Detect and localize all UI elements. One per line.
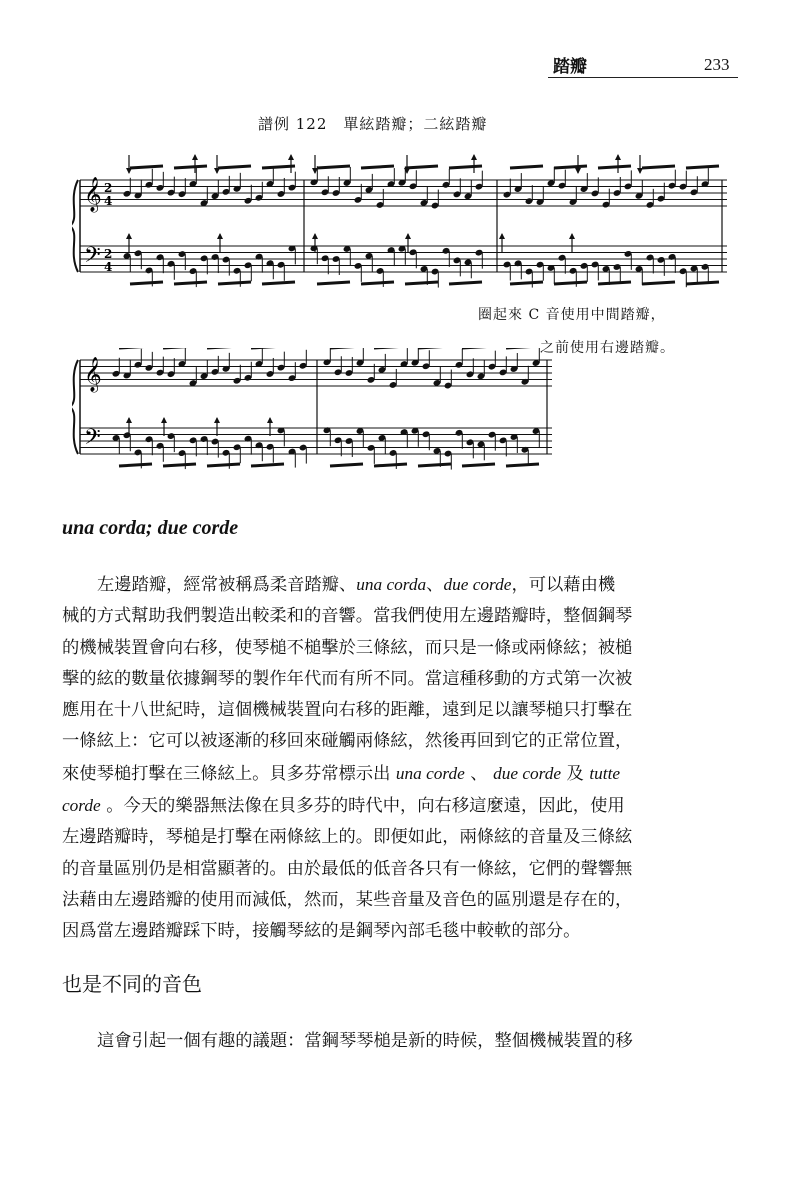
running-header-title: 踏瓣 — [553, 57, 587, 77]
pedal-up-arrow-icon — [217, 233, 223, 252]
italic-term: una corda — [356, 575, 427, 594]
pedal-up-arrow-icon — [615, 154, 621, 173]
header-rule — [548, 77, 738, 78]
italic-term: corde — [62, 796, 101, 816]
text-segment: 及 — [561, 763, 590, 784]
text-line — [62, 601, 738, 632]
text-line — [62, 790, 738, 822]
example-caption: 譜例 122 單絃踏瓣；二絃踏瓣 — [258, 115, 488, 133]
pedal-up-arrow-icon — [471, 154, 477, 173]
section-heading-timbre: 也是不同的音色 — [62, 972, 202, 996]
brace — [72, 360, 78, 454]
text-line — [62, 633, 738, 664]
music-score-system-1 — [72, 150, 732, 308]
text-segment: 的機械裝置會向右移，使琴槌不槌擊於三條絃，而只是一條或兩條絃；被槌 — [62, 637, 633, 658]
pedal-up-arrow-icon — [288, 154, 294, 173]
text-line — [62, 664, 738, 695]
text-line — [62, 885, 738, 916]
time-signature-top: 2 — [104, 247, 113, 261]
text-segment: 左邊踏瓣，經常被稱爲柔音踏瓣、 — [97, 575, 357, 595]
body-paragraph-1 — [62, 569, 738, 948]
pedal-up-arrow-icon — [126, 233, 132, 252]
italic-term: una corde — [395, 763, 465, 783]
time-signature-bottom: 4 — [104, 260, 113, 274]
pedal-note-line-1: 圈起來 C 音使用中間踏瓣， — [478, 307, 666, 323]
text-segment: 應用在十八世紀時，這個機械裝置向右移的距離，遠到足以讓琴槌只打擊在 — [62, 700, 633, 721]
pedal-up-arrow-icon — [214, 417, 220, 436]
treble-clef-icon: 𝄞 — [84, 357, 102, 392]
italic-term: due corde — [493, 763, 562, 783]
pedal-up-arrow-icon — [192, 154, 198, 173]
treble-clef-icon: 𝄞 — [84, 177, 102, 212]
italic-term: tutte — [589, 763, 621, 783]
text-line — [62, 758, 738, 790]
pedal-down-arrow-icon — [637, 155, 643, 174]
pedal-down-arrow-icon — [575, 155, 581, 174]
text-line — [62, 726, 738, 757]
pedal-down-arrow-icon — [126, 155, 132, 174]
text-segment: 因爲當左邊踏瓣踩下時，接觸琴絃的是鋼琴內部毛毯中較軟的部分。 — [62, 921, 581, 942]
text-segment: 法藉由左邊踏瓣的使用而減低，然而，某些音量及音色的區別還是存在的， — [62, 889, 633, 910]
body-paragraph-2 — [62, 1026, 738, 1057]
text-line — [62, 569, 738, 601]
section-heading-una-corda: una corda; due corde — [62, 517, 239, 539]
text-segment: 械的方式幫助我們製造出較柔和的音響。當我們使用左邊踏瓣時，整個鋼琴 — [62, 606, 633, 627]
text-segment: 一條絃上：它可以被逐漸的移回來碰觸兩條絃，然後再回到它的正常位置， — [62, 731, 633, 752]
music-score-system-2 — [72, 348, 572, 476]
bass-clef-icon: 𝄢 — [84, 425, 101, 455]
pedal-up-arrow-icon — [405, 233, 411, 252]
text-line — [62, 1026, 738, 1057]
time-signature-bottom: 4 — [104, 194, 113, 208]
pedal-note-line-2: 之前使用右邊踏瓣。 — [540, 340, 675, 356]
note-group — [503, 166, 719, 209]
brace — [72, 180, 78, 272]
text-segment: 左邊踏瓣時，琴槌是打擊在兩條絃上的。即便如此，兩條絃的音量及三條絃 — [62, 827, 633, 848]
text-segment: 、 — [426, 575, 444, 595]
note-group — [323, 348, 541, 389]
pedal-up-arrow-icon — [569, 233, 575, 252]
text-segment: ，可以藉由機 — [511, 575, 616, 595]
pedal-up-arrow-icon — [499, 233, 505, 252]
text-line — [62, 822, 738, 853]
text-line — [62, 916, 738, 947]
treble-staff — [80, 360, 552, 386]
note-group — [310, 166, 484, 209]
note-group — [503, 250, 719, 288]
time-signature-top: 2 — [104, 181, 113, 195]
page-number: 233 — [704, 55, 730, 74]
text-segment: 這會引起一個有趣的議題：當鋼琴琴槌是新的時候，整個機械裝置的移 — [97, 1031, 633, 1051]
text-segment: 的音量區別仍是相當顯著的。由於最低的低音各只有一條絃，它們的聲響無 — [62, 858, 633, 879]
bass-clef-icon: 𝄢 — [84, 243, 101, 273]
text-segment: 擊的絃的數量依據鋼琴的製作年代而有所不同。當這種移動的方式第一次被 — [62, 668, 633, 689]
italic-term: due corde — [443, 575, 512, 594]
text-segment: 來使琴槌打擊在三條絃上。貝多芬常標示出 — [62, 763, 396, 784]
note-group — [112, 348, 308, 387]
pedal-up-arrow-icon — [267, 417, 273, 436]
pedal-up-arrow-icon — [161, 417, 167, 436]
text-segment: 、 — [464, 763, 494, 784]
text-segment: 。今天的樂器無法像在貝多芬的時代中，向右移這麼遠，因此，使用 — [100, 796, 625, 817]
text-line — [62, 695, 738, 726]
text-line — [62, 854, 738, 885]
pedal-down-arrow-icon — [214, 155, 220, 174]
